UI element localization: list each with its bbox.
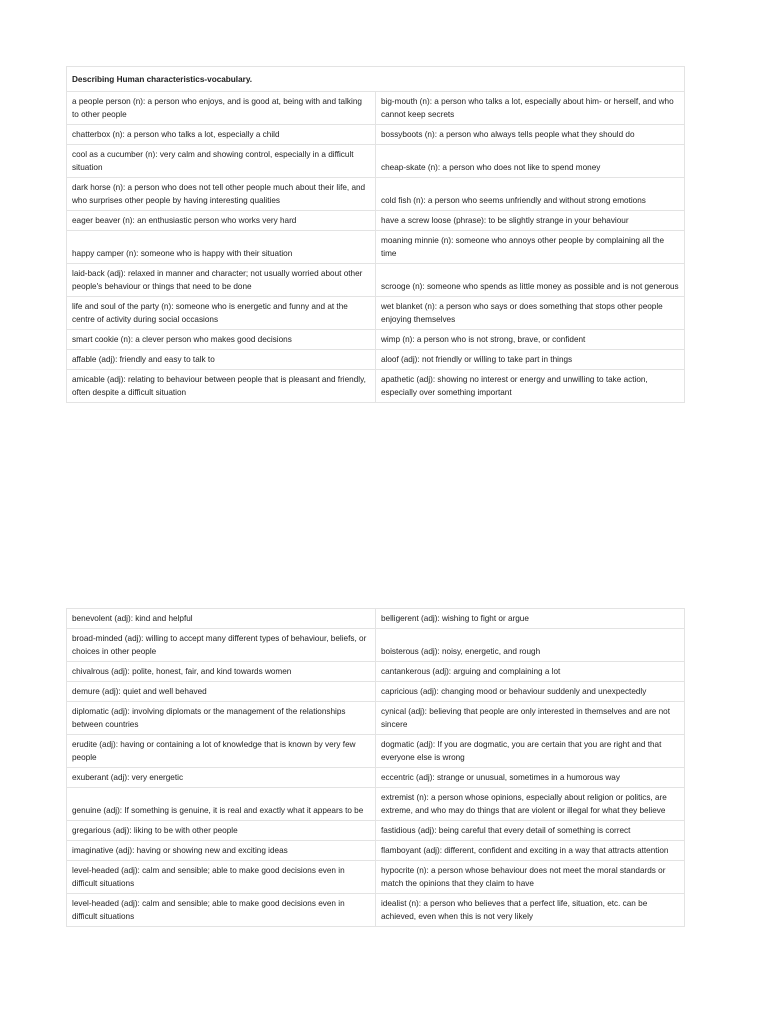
table-row	[67, 231, 685, 264]
vocab-entry-right: eccentric (adj): strange or unusual, sometimes in a humorous way	[376, 768, 685, 788]
vocab-entry-left: chatterbox (n): a person who talks a lot, especially a child	[67, 125, 376, 145]
table-row	[67, 861, 685, 894]
vocab-entry-right: wet blanket (n): a person who says or does something that stops other people enjoying themselves	[376, 297, 685, 330]
table-row	[67, 788, 685, 821]
vocab-entry-left: laid-back (adj): relaxed in manner and character; not usually worried about other people's behaviour or things that need to be done	[67, 264, 376, 297]
vocab-entry-left: eager beaver (n): an enthusiastic person who works very hard	[67, 211, 376, 231]
vocab-entry-right: bossyboots (n): a person who always tells people what they should do	[376, 125, 685, 145]
table-row	[67, 768, 685, 788]
vocab-entry-right: hypocrite (n): a person whose behaviour does not meet the moral standards or match the opinions that they claim to have	[376, 861, 685, 894]
vocab-entry-left: benevolent (adj): kind and helpful	[67, 609, 376, 629]
table-row	[67, 211, 685, 231]
vocab-entry-left: demure (adj): quiet and well behaved	[67, 682, 376, 702]
vocab-entry-right: extremist (n): a person whose opinions, especially about religion or politics, are extreme, and who may do things that are violent or illegal for what they believe	[376, 788, 685, 821]
table-row	[67, 125, 685, 145]
table-row	[67, 735, 685, 768]
vocab-entry-left: chivalrous (adj): polite, honest, fair, and kind towards women	[67, 662, 376, 682]
vocab-entry-left: amicable (adj): relating to behaviour between people that is pleasant and friendly, often despite a difficult situation	[67, 370, 376, 403]
vocab-entry-left: dark horse (n): a person who does not tell other people much about their life, and who surprises other people by having interesting qualities	[67, 178, 376, 211]
vocab-entry-right: scrooge (n): someone who spends as little money as possible and is not generous	[376, 264, 685, 297]
vocab-entry-right: cynical (adj): believing that people are only interested in themselves and are not sincere	[376, 702, 685, 735]
table-row	[67, 821, 685, 841]
table-row	[67, 682, 685, 702]
table-row	[67, 264, 685, 297]
table-row	[67, 841, 685, 861]
vocab-entry-right: idealist (n): a person who believes that a perfect life, situation, etc. can be achieved, even when this is not very likely	[376, 894, 685, 927]
vocab-entry-right: cantankerous (adj): arguing and complaining a lot	[376, 662, 685, 682]
table-row	[67, 894, 685, 927]
vocab-entry-right: capricious (adj): changing mood or behaviour suddenly and unexpectedly	[376, 682, 685, 702]
table-row	[67, 350, 685, 370]
vocab-entry-left: happy camper (n): someone who is happy with their situation	[67, 231, 376, 264]
vocab-entry-left: level-headed (adj): calm and sensible; able to make good decisions even in difficult situations	[67, 861, 376, 894]
vocab-entry-left: smart cookie (n): a clever person who makes good decisions	[67, 330, 376, 350]
vocab-entry-right: moaning minnie (n): someone who annoys other people by complaining all the time	[376, 231, 685, 264]
vocab-entry-left: gregarious (adj): liking to be with other people	[67, 821, 376, 841]
table-row	[67, 609, 685, 629]
vocab-entry-right: dogmatic (adj): If you are dogmatic, you are certain that you are right and that everyone else is wrong	[376, 735, 685, 768]
vocab-entry-left: cool as a cucumber (n): very calm and showing control, especially in a difficult situation	[67, 145, 376, 178]
vocab-entry-right: cheap-skate (n): a person who does not like to spend money	[376, 145, 685, 178]
table-row	[67, 92, 685, 125]
vocab-entry-right: belligerent (adj): wishing to fight or argue	[376, 609, 685, 629]
table-title-row	[67, 67, 685, 92]
table-row	[67, 178, 685, 211]
vocabulary-table-1	[66, 66, 685, 403]
table-row	[67, 145, 685, 178]
vocab-entry-right: wimp (n): a person who is not strong, brave, or confident	[376, 330, 685, 350]
table-row	[67, 370, 685, 403]
vocabulary-table-2	[66, 608, 685, 927]
table-row	[67, 330, 685, 350]
vocab-entry-left: diplomatic (adj): involving diplomats or the management of the relationships between countries	[67, 702, 376, 735]
vocab-entry-left: exuberant (adj): very energetic	[67, 768, 376, 788]
vocab-entry-left: life and soul of the party (n): someone who is energetic and funny and at the centre of activity during social occasions	[67, 297, 376, 330]
table-row	[67, 297, 685, 330]
vocab-entry-right: aloof (adj): not friendly or willing to take part in things	[376, 350, 685, 370]
vocab-entry-left: erudite (adj): having or containing a lot of knowledge that is known by very few people	[67, 735, 376, 768]
vocab-entry-left: broad-minded (adj): willing to accept many different types of behaviour, beliefs, or choices in other people	[67, 629, 376, 662]
table-row	[67, 662, 685, 682]
vocab-entry-right: big-mouth (n): a person who talks a lot, especially about him- or herself, and who cannot keep secrets	[376, 92, 685, 125]
vocab-entry-left: a people person (n): a person who enjoys, and is good at, being with and talking to other people	[67, 92, 376, 125]
vocab-entry-left: imaginative (adj): having or showing new and exciting ideas	[67, 841, 376, 861]
vocab-entry-right: boisterous (adj): noisy, energetic, and rough	[376, 629, 685, 662]
vocab-entry-left: genuine (adj): If something is genuine, it is real and exactly what it appears to be	[67, 788, 376, 821]
vocab-entry-right: flamboyant (adj): different, confident and exciting in a way that attracts attention	[376, 841, 685, 861]
vocab-entry-right: fastidious (adj): being careful that every detail of something is correct	[376, 821, 685, 841]
vocab-entry-right: cold fish (n): a person who seems unfriendly and without strong emotions	[376, 178, 685, 211]
table-title: Describing Human characteristics-vocabulary.	[67, 67, 685, 92]
vocab-entry-left: level-headed (adj): calm and sensible; able to make good decisions even in difficult situations	[67, 894, 376, 927]
vocab-entry-left: affable (adj): friendly and easy to talk to	[67, 350, 376, 370]
vocab-entry-right: apathetic (adj): showing no interest or energy and unwilling to take action, especially over something important	[376, 370, 685, 403]
vocab-entry-right: have a screw loose (phrase): to be slightly strange in your behaviour	[376, 211, 685, 231]
table-row	[67, 629, 685, 662]
table-row	[67, 702, 685, 735]
